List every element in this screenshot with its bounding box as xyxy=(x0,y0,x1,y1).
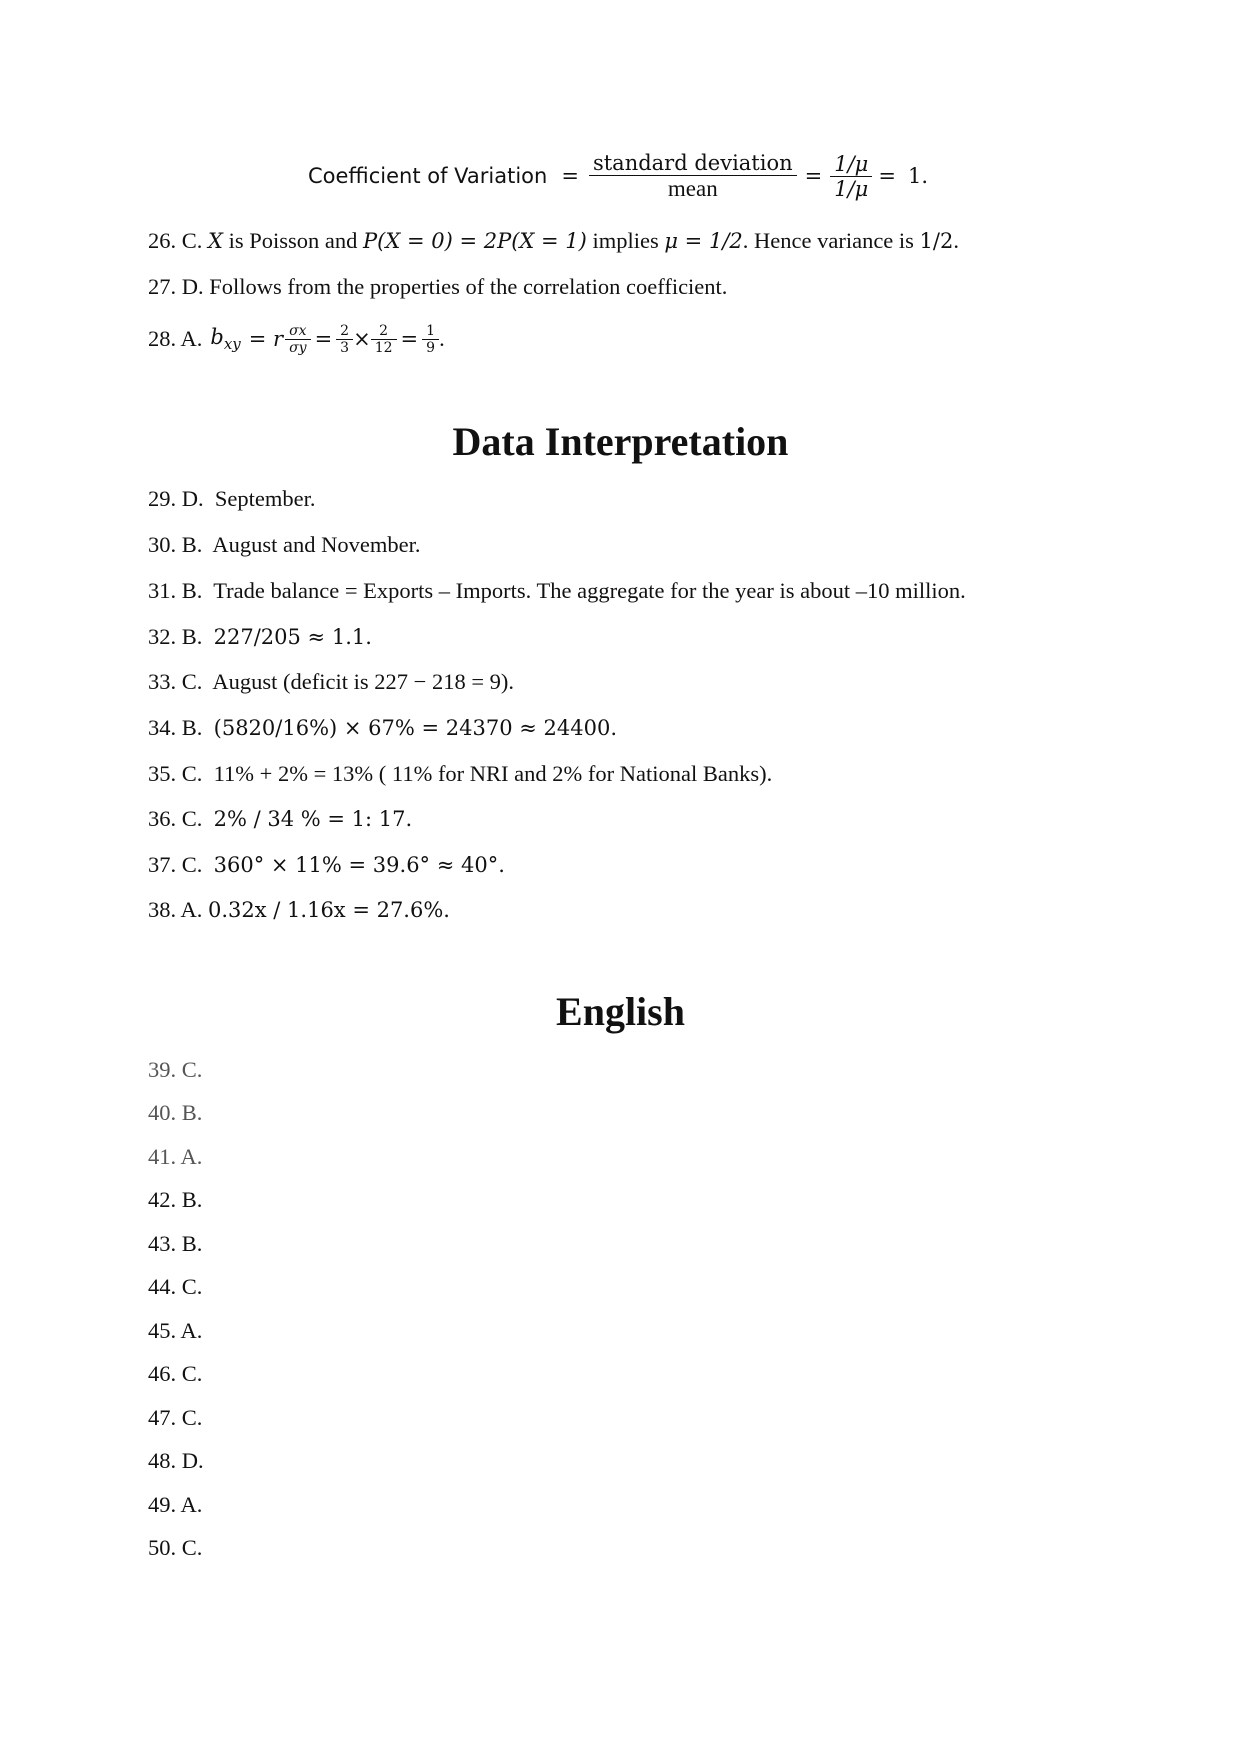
cv-frac2 xyxy=(830,152,872,201)
cv-eq2: = xyxy=(804,164,823,188)
answer-26-prefix: 26. C. xyxy=(148,228,203,253)
cv-result: 1. xyxy=(907,164,928,188)
answer-26-t4: . xyxy=(953,228,959,253)
cv-label: Coefficient of Variation xyxy=(308,164,548,188)
answer-28-lhs: $b_{xy}$ xyxy=(210,324,241,354)
list-item: 30. B. August and November. xyxy=(148,532,421,557)
answer-26-t1: is Poisson and xyxy=(228,228,358,253)
list-item: 37. C. 360° × 11% = 39.6° ≈ 40°. xyxy=(148,852,505,877)
list-item: 44. C. xyxy=(148,1274,203,1299)
answer-28 xyxy=(148,312,445,366)
answer-28-end: . xyxy=(439,326,445,351)
list-item: 50. C. xyxy=(148,1535,203,1560)
list-item: 41. A. xyxy=(148,1144,203,1169)
list-item: 43. B. xyxy=(148,1231,203,1256)
section-heading-english: English xyxy=(556,989,685,1034)
answer-28-prefix: 28. A. xyxy=(148,326,203,351)
list-item: 32. B. 227/205 ≈ 1.1. xyxy=(148,624,372,649)
answer-26-var: X xyxy=(208,229,223,253)
list-item: 48. D. xyxy=(148,1448,204,1473)
answer-28-times: × xyxy=(353,327,371,351)
answer-28-frac-1-9: $\frac{1}{9}$ xyxy=(422,323,439,356)
list-item: 31. B. Trade balance = Exports – Imports. The aggregate for the year is about –10 million. xyxy=(148,578,966,603)
section-heading-data-interpretation: Data Interpretation xyxy=(452,419,789,464)
cv-eq1: = xyxy=(561,164,579,188)
list-item: 45. A. xyxy=(148,1318,203,1343)
list-item: 49. A. xyxy=(148,1492,203,1517)
answer-26-m2: μ = 1/2 xyxy=(664,229,743,253)
list-item: 46. C. xyxy=(148,1361,203,1386)
list-item: 35. C. 11% + 2% = 13% ( 11% for NRI and 2% for National Banks). xyxy=(148,761,773,786)
answer-28-eq: = r xyxy=(248,327,284,351)
cv-frac1-num: standard deviation xyxy=(592,150,793,175)
answer-26-m1: P(X = 0) = 2P(X = 1) xyxy=(363,229,587,253)
answer-28-frac-2-12: $\frac{2}{12}$ xyxy=(371,323,397,356)
list-item: 38. A. 0.32x / 1.16x = 27.6%. xyxy=(148,897,450,922)
answer-28-frac-sigma: $\frac{\sigma x}{\sigma y}$ xyxy=(285,323,310,356)
list-item: 29. D. September. xyxy=(148,486,316,511)
answer-26-t3: . Hence variance is xyxy=(742,228,914,253)
cv-frac1-den: mean xyxy=(667,175,718,201)
list-item: 34. B. (5820/16%) × 67% = 24370 ≈ 24400. xyxy=(148,715,618,740)
answer-28-frac-2-3: $\frac{2}{3}$ xyxy=(336,323,353,356)
list-item: 47. C. xyxy=(148,1405,203,1430)
answer-27: 27. D. Follows from the properties of the correlation coefficient. xyxy=(148,274,728,299)
cv-eq3: = xyxy=(878,164,896,188)
list-item: 42. B. xyxy=(148,1187,203,1212)
answer-28-eq3: = xyxy=(400,327,419,351)
cv-formula xyxy=(308,140,928,212)
list-item: 40. B. xyxy=(148,1100,203,1125)
list-item: 36. C. 2% / 34 % = 1: 17. xyxy=(148,806,413,831)
list-item: 39. C. xyxy=(148,1057,203,1082)
answer-26-t2: implies xyxy=(592,228,659,253)
answer-26-m3: 1/2 xyxy=(919,229,954,253)
list-item: 33. C. August (deficit is 227 − 218 = 9). xyxy=(148,669,515,694)
answer-26 xyxy=(148,228,959,254)
answer-28-eq2: = xyxy=(314,327,333,351)
cv-frac1 xyxy=(589,151,797,202)
cv-frac2-den: 1/μ xyxy=(834,176,869,201)
cv-frac2-num: 1/μ xyxy=(834,151,869,176)
